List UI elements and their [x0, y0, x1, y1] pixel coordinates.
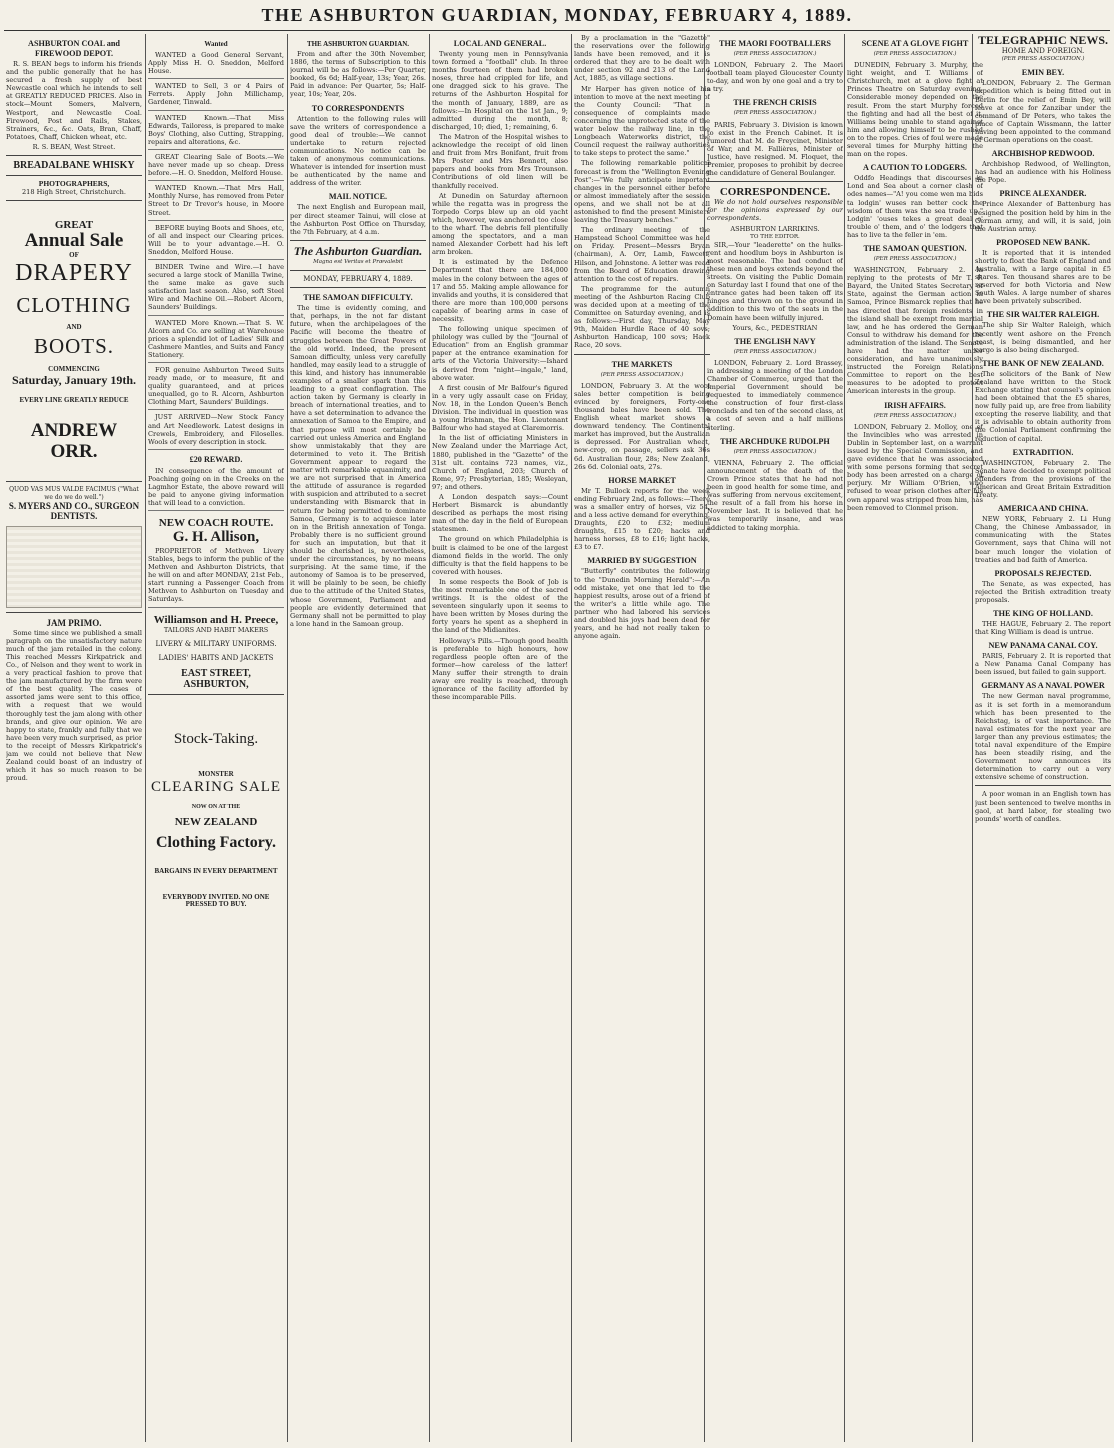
coach-proprietor: G. H. Allison,: [172, 529, 260, 546]
local-item-harper: Mr Harper has given notice of his intention to move at the next meeting of the County Council: "That in consequence of complaints made concerning the unprotected state of the water below the railway line, in the Longbeach Waterworks district, the Council request the railway authorities to take steps to protect the same.": [574, 84, 710, 158]
leader-heading: THE SAMOAN DIFFICULTY.: [303, 293, 413, 303]
stocktaking-factory: Clothing Factory.: [156, 834, 276, 852]
glove-fight-body: DUNEDIN, February 3. Murphy, the light weight, and T. Williams of Christchurch, met at a glove fight at Princes Theatre on Saturday evening. Considerable money depended on the result. From the start Murphy forced the fighting and had all the best of it, Williams being unable to stand against him and allowing himself to be rushed on to the ropes. Cries of foul were made several times for Murphy hitting the man on the ropes.: [847, 61, 983, 159]
telegraphic-assoc: (PER PRESS ASSOCIATION.): [1001, 56, 1085, 63]
local-item-racing: The programme for the autumn meeting of the Ashburton Racing Club was decided upon at a meeting of the Committee on Saturday evening, and is as follows:—First day, Thursday, May 9th, Maiden Hurdle Race of 40 sovs; Ashburton Handicap, 100 sovs; Hack Race, 20 sovs.: [574, 284, 710, 350]
maori-sub: (PER PRESS ASSOCIATION.): [733, 51, 817, 57]
divider: [290, 287, 426, 288]
proposals-body: The Senate, as was expected, has rejected the British extradition treaty proposals.: [975, 579, 1111, 604]
wanted-servant-ad: WANTED a Good General Servant, Apply Miss H. O. Sneddon, Melford House.: [148, 50, 284, 79]
glove-fight-sub: (PER PRESS ASSOCIATION.): [873, 51, 957, 57]
irish-sub: (PER PRESS ASSOCIATION.): [873, 412, 957, 419]
guardian-notice-heading: THE ASHBURTON GUARDIAN.: [306, 40, 410, 48]
column-separator: [287, 34, 288, 1442]
tweed-suits-ad: FOR genuine Ashburton Tweed Suits ready made, or to measure, fit and quality guaranteed, and at prices unequalled, go to R. Alcorn, Ashburton Clothing Mart, Saunders' Buildings.: [148, 365, 284, 410]
wanted-tailoress-ad: WANTED Known.—That Miss Edwards, Tailoress, is prepared to make Boys' Clothing, also Cutting, Strapping, repairs and alterations, &c.: [148, 113, 284, 150]
masthead-rule: [4, 30, 1110, 31]
boots-clearing-ad: BEFORE buying Boots and Shoes, etc, of all and inspect our Clearing prices. Will be to your advantage.—H. O. Sneddon, Melford House.: [148, 223, 284, 260]
samoan-question-body: WASHINGTON, February 2. In replying to the protests of Mr T. F. Bayard, the United States Secretary of State, against the German action in Samoa, Prince Bismarck replies that he has directed that foreign residents in the island shall be exempt from martial law, and he has ordered the German Consul to withdraw his demand for the administration of the island. The Senate have had the matter under consideration, and have unanimously instructed the Foreign Relations Committee to report on the best measures to be adopted to protect American interests in the group.: [847, 266, 983, 396]
lodgers-body: Oddfo Headings that discourses in Lond and Sea about a corner clash of odes names—"A! you come wen ma bids ta lodgin' wuses ran better cock the wisdom of them was the sea trade up." Lodgin' 'ouses tekes a great deal o' trouble o' them, and o' the lodgers that has to live ta the feller in 'em.: [847, 174, 983, 239]
tailors-line-livery: LIVERY & MILITARY UNIFORMS.: [155, 639, 277, 648]
local-item-matron: The Matron of the Hospital wishes to acknowledge the receipt of old linen and fruit from Mrs Bonifant, fruit from Mrs Poster and Mrs Bennett, also papers and books from Mrs Trounson. Contributions of old linen will be thankfully received.: [432, 132, 568, 190]
stocktaking-now-on: NOW ON AT THE: [191, 803, 241, 810]
correspondence-subheading: ASHBURTON LARRIKINS.: [730, 224, 820, 233]
photographers-ad-heading: PHOTOGRAPHERS,: [38, 179, 110, 189]
proposals-heading: PROPOSALS REJECTED.: [994, 568, 1092, 578]
sale-ad-line-drapery: DRAPERY: [15, 260, 133, 287]
married-heading: MARRIED BY SUGGESTION: [587, 556, 697, 566]
boots-sale-ad: GREAT Clearing Sale of Boots.—We have never made up so cheap. Dress before.—H. O. Sneddon, Melford House.: [148, 152, 284, 181]
column-separator: [704, 34, 705, 1442]
navy-body: LONDON, February 2. Lord Brassey, in addressing a meeting of the London Chamber of Commerce, urged that the Imperial Government should be requested to immediately commence the construction of four first-class ironclads and ten of the second class, at a cost of seven and a half millions sterling.: [707, 358, 843, 432]
correspondents-body: Attention to the following rules will save the writers of correspondence a good deal of trouble:—We cannot undertake to return rejected communications. No notice can be taken of anonymous communications. Whatever is intended for insertion must be authenticated by the name and address of the writer.: [290, 114, 426, 188]
column-4: [432, 34, 568, 1442]
archduke-body: VIENNA, February 2. The official announcement of the death of the Crown Prince states that he had not been in good health for some time, and was suffering from nervous excitement, the result of a fall from his horse in November last. It is believed that he was temporarily insane, and was addicted to taking morphia.: [707, 458, 843, 532]
column-separator: [429, 34, 430, 1442]
tailors-line-street: EAST STREET,: [181, 667, 251, 679]
prince-body: Prince Alexander of Battenburg has resigned the position held by him in the German army, and will, it is said, join the Austrian army.: [975, 200, 1111, 233]
stocktaking-everybody: EVERYBODY INVITED. NO ONE PRESSED TO BUY.: [162, 892, 270, 909]
coal-ad-heading: ASHBURTON COAL and FIREWOOD DEPOT.: [28, 39, 120, 58]
germany-naval-heading: GERMANY AS A NAVAL POWER: [981, 681, 1105, 691]
married-body: "Butterfly" contributes the following to the "Dunedin Morning Herald":—An odd mistake, yet one that led to the happiest results, arose out of a friend of the writer's a little while ago. The partner who had labored his services and doubled his joys had been dead for years, and he had not really taken to anyone again.: [574, 567, 710, 641]
dentists-heading: S. MYERS AND CO., SURGEON DENTISTS.: [8, 500, 140, 521]
maori-heading: THE MAORI FOOTBALLERS: [719, 39, 831, 48]
local-item-balfour: A first cousin of Mr Balfour's figured in a very ugly assault case on Friday, Nov. 18, in the London Queen's Bench Division. The individual in question was a young Irishman, the Hon. Lieutenant Balfour who had stayed at Claremorris.: [432, 383, 568, 433]
horse-market-body: Mr T. Bullock reports for the week ending February 2nd, as follows:—There was a smaller entry of horses, viz 54, and a less active demand for everything. Draughts, £20 to £32; medium draughts, £15 to £20; hacks and harness horses, £8 to £16; light hacks, £3 to £7.: [574, 486, 710, 552]
tailors-heading: Williamson and H. Preece,: [153, 613, 279, 626]
coal-ad-signature: R. S. BEAN, West Street.: [32, 142, 116, 151]
divider: [707, 181, 843, 182]
holland-heading: THE KING OF HOLLAND.: [993, 608, 1093, 618]
china-heading: AMERICA AND CHINA.: [997, 504, 1089, 514]
column-separator: [972, 34, 973, 1442]
lodgers-heading: A CAUTION TO LODGERS.: [863, 163, 967, 173]
local-item-holloway: Holloway's Pills.—Though good health is preferable to high honours, how regardless people often are of the former—how careless of the latter! Many suffer their strength to drain away ere reality is reached, through ignorance of the facility afforded by these incomparable Pills.: [432, 636, 568, 702]
column-separator: [571, 34, 572, 1442]
mail-body: The next English and European mail, per direct steamer Tainui, will close at the Ashburton Post Office on Thursday, the 7th February, at 4 a.m.: [290, 203, 426, 236]
column-8: [975, 34, 1111, 1442]
stocktaking-monster: MONSTER: [198, 770, 234, 779]
local-item-defence: It is estimated by the Defence Department that there are 184,000 males in the colony between the ages of 17 and 55. Making ample allowance for invalids and youths, it is considered that there are more than 100,000 persons capable of bearing arms in case of necessity.: [432, 258, 568, 323]
sale-ad-line-clothing: CLOTHING: [16, 293, 132, 318]
local-item-proclamation: By a proclamation in the "Gazette" the reservations over the following lands have been removed, and it is ordered that they are to be dealt with under section 92 and 213 of the Land Act, 1885, as village sections.: [574, 34, 710, 83]
column-1: [6, 34, 142, 1442]
local-general-heading: LOCAL AND GENERAL.: [453, 39, 547, 48]
extradition-heading: EXTRADITION.: [1012, 447, 1074, 457]
correspondence-heading: CORRESPONDENCE.: [719, 186, 831, 199]
samoan-question-heading: THE SAMOAN QUESTION.: [863, 243, 967, 253]
whisky-ad-heading: BREADALBANE WHISKY: [13, 160, 135, 172]
telegraphic-title: TELEGRAPHIC NEWS.: [977, 34, 1109, 47]
coal-ad-body: R. S. BEAN begs to inform his friends and the public generally that he has secured a fresh supply of best Newcastle coal which he intends to sell at GREATLY REDUCED PRICES. Also in stock—Mount Somers, Malvern, Westport, and Newcastle Coal. Firewood, Post and Rails, Stakes, Strainers, &c., &c. Oats, Bran, Chaff, Potatoes, Chaff, Chicken wheat, etc.: [6, 60, 142, 141]
local-item-hampstead: The ordinary meeting of the Hampstead School Committee was held on Friday. Present—Messrs Bryan (chairman), A. Orr, Lamb, Fawcett, Hilson, and Johnstone. A letter was read from the Board of Education drawing attention to the cost of repairs.: [574, 226, 710, 283]
navy-heading: THE ENGLISH NAVY: [734, 336, 816, 346]
telegraphic-subtitle: HOME AND FOREIGN.: [1001, 47, 1085, 56]
horse-market-heading: HORSE MARKET: [608, 475, 676, 485]
subscription-notice: From and after the 30th November, 1886, the terms of Subscription to this journal will be as follows:—Per Quarter, booked, 6s 6d; Half-year, 13s; Year, 26s. Paid in advance: Per Quarter, 5s; Half-year, 10s; Year, 20s.: [290, 50, 426, 99]
samoan-question-sub: (PER PRESS ASSOCIATION.): [873, 255, 957, 262]
local-item-job: In some respects the Book of Job is the most remarkable one of the sacred writings. It is the oldest of the seventeen singularly upon it seems to have been written by Moses during the forty years he spent as a shepherd in the land of the Midianites.: [432, 577, 568, 635]
sale-ad-line-great: GREAT: [54, 219, 94, 232]
divider: [6, 200, 142, 201]
sale-ad-line-annual: Annual Sale: [24, 230, 124, 252]
markets-heading: THE MARKETS: [611, 359, 673, 369]
reward-heading: £20 REWARD.: [189, 454, 243, 464]
stocktaking-bargains: BARGAINS IN EVERY DEPARTMENT: [154, 866, 278, 875]
reward-body: IN consequence of the amount of Poaching going on in the Creeks on the Lagmhor Estate, the above reward will be paid to anyone giving information that will lead to a conviction.: [148, 466, 284, 511]
binder-twine-ad: BINDER Twine and Wire.—I have secured a large stock of Manilla Twine, the same make as gave such satisfaction last season. Also, soft Steel Wire and Machine Oil.—Robert Alcorn, Saunders' Buildings.: [148, 262, 284, 316]
masthead-title: THE ASHBURTON GUARDIAN, MONDAY, FEBRUARY 4, 1889.: [261, 5, 853, 25]
emin-body: LONDON, February 2. The German expedition which is being fitted out in Berlin for the relief of Emin Bey, will leave at once for Zanzibar under the command of Dr Peters, who takes the place of Captain Wissmann, the latter having been appointed to the command of German operations on the coast.: [975, 79, 1111, 145]
correspondence-to: TO THE EDITOR.: [750, 233, 800, 240]
new-bank-body: It is reported that it is intended shortly to float the Bank of England and Australia, with a large capital in £5 shares. Ten thousand shares are to be reserved for both Victoria and New South Wales. A large number of shares have been privately subscribed.: [975, 248, 1111, 306]
needlework-ad: JUST ARRIVED—New Stock Fancy and Art Needlework. Latest designs in Crewels, Embroidery, and Filoselles. Wools of every description in stock.: [148, 412, 284, 449]
french-heading: THE FRENCH CRISIS: [733, 98, 817, 108]
dentists-motto: QUOD VAS MUS VALDE FACIMUS ("What we do we do well."): [9, 485, 139, 501]
navy-sub: (PER PRESS ASSOCIATION.): [733, 348, 817, 355]
leader-body: The time is evidently coming, and that, perhaps, in the not far distant future, when the archipelagoes of the Pacific will become the theatre of struggles between the Great Powers of the old world. Indeed, the present Samoan difficulty, unless very carefully handled, may easily lead to a struggle of this kind, and history has innumerable examples of a smaller spark than this leading to a great conflagration. The action taken by Germany is clearly in breach of international treaties, and to have a set determination to advance the annexation of Samoa to the Empire, and that purpose will most certainly be carried out unless America and England show unmistakably that they are determined to veto it. The British Government appear to regard the matter with remarkable equanimity, and we are not surprised that in America the attitude of assurance is regarded with suspicion and attributed to a secret understanding with Bismarck that in return for being permitted to dominate Samoa, Germany is to acquiesce later on in the British annexation of Tonga. Probably there is no sufficient ground for such an imputation, but that it should be cherished is, nevertheless, under the circumstances, by no means surprising. At the same time, if the autonomy of Samoa is to be preserved, it will be plainly to be seen, be chiefly due to the attitude of the United States, whose Government, Parliament and people are evidently determined that Germany shall not be permitted to play a lone hand in the Samoan group.: [290, 304, 426, 628]
local-item-bismarck: A London despatch says:—Count Herbert Bismarck is abundantly described as perhaps the most rising man of the day in the field of European statesmen.: [432, 492, 568, 534]
editorial-motto: Magna est Veritas et Prævalebit: [313, 258, 403, 265]
sale-ad-line-and: AND: [66, 322, 82, 331]
local-item-forecast: The following remarkable political forecast is from the "Wellington Evening Post":—"We fully anticipate important changes in the personnel either before or almost immediately after the session opens, and we shall not be at all astonished to find the present Ministers leaving the Treasury benches.": [574, 159, 710, 225]
jam-body: Some time since we published a small paragraph on the unsatisfactory nature much of the jam retailed in the colony. This reached Messrs Kirkpatrick and Co., of Nelson and they went to work in a very practical fashion to prove that the jam manufactured by the firm were of the best quality. The cases of assorted jams were sent to this office, with a request that we would thoroughly test the jam along with other brands, and give our opinion. We are happy to state, frankly and fully that we have been very much surprised, as prior to the receipt of Messrs Kirkpatrick's jam we could not believe that New Zealand could boast of an industry of which it has so much reason to be proud.: [6, 628, 142, 783]
divider: [975, 785, 1111, 786]
sale-ad-line-boots: BOOTS.: [33, 334, 115, 359]
divider: [574, 354, 710, 355]
sale-ad-line-commencing: COMMENCING: [48, 365, 100, 374]
correspondents-heading: TO CORRESPONDENTS: [311, 103, 405, 113]
column-3: [290, 34, 426, 1442]
divider: [290, 270, 426, 271]
panama-heading: NEW PANAMA CANAL COY.: [988, 641, 1098, 651]
french-body: PARIS, February 3. Division is known to exist in the French Cabinet. It is rumored that M. de Freycinet, Minister of War, and M. Fallières, Minister of Justice, have resigned. M. Floquet, the Premier, proposes to prohibit by decree the candidature of General Boulanger.: [707, 120, 843, 178]
extradition-body: WASHINGTON, February 2. The Senate have decided to exempt political offenders from the provisions of the American and Great Britain Extradition Treaty.: [975, 458, 1111, 500]
dentures-illustration: [6, 526, 142, 608]
correspondence-signature: Yours, &c., PEDESTRIAN: [732, 323, 818, 332]
sale-ad-line-date: Saturday, January 19th.: [11, 373, 137, 387]
sale-ad-line-orr: ANDREW ORR.: [30, 419, 118, 462]
raleigh-body: The ship Sir Walter Raleigh, which recently went ashore on the French coast, is being dismantled, and her cargo is also being discharged.: [975, 321, 1111, 354]
irish-heading: IRISH AFFAIRS.: [884, 400, 946, 410]
divider: [6, 175, 142, 176]
archduke-sub: (PER PRESS ASSOCIATION.): [733, 448, 817, 455]
correspondence-note: We do not hold ourselves responsible for the opinions expressed by our correspondents.: [707, 198, 843, 223]
column-7: [847, 34, 983, 1442]
coach-heading: NEW COACH ROUTE.: [158, 517, 274, 530]
editorial-title: The Ashburton Guardian.: [293, 243, 423, 258]
correspondence-body: SIR,—Your "leaderette" on the hulks-rent and hoodlum boys in Ashburton is most reasonable. The bad conduct of these men and boys extends beyond the streets. On visiting the Public Domain on Saturday last I found that one of the entrance gates had been taken off its hinges and thrown on to the ground in addition to this two of the seats in the Domain have been wilfully injured.: [707, 240, 843, 322]
stocktaking-heading: Stock-Taking.: [173, 730, 259, 747]
column-5: [574, 34, 710, 1442]
glove-fight-heading: SCENE AT A GLOVE FIGHT: [861, 39, 969, 48]
editorial-date: MONDAY, FEBRUARY 4, 1889.: [303, 275, 413, 284]
markets-sub: (PER PRESS ASSOCIATION.): [600, 371, 684, 378]
local-item-philology: The following unique specimen of philology was culled by the "Journal of Education" from an English grammar paper at the entrance examination for arts of the Victoria University:—Ishard is derived from "night—ingale," land, above water.: [432, 325, 568, 382]
irish-body: LONDON, February 2. Molloy, one of the Invincibles who was arrested in Dublin in September last, on a warrant issued by the Special Commission, and gave evidence that he was associated with some persons forming that secret body has been arrested on a charge of perjury. Mr William O'Brien, who refused to wear prison clothes after his own apparel was stripped from him, has been removed to Clonmel prison.: [847, 422, 983, 512]
stocktaking-new-zealand: NEW ZEALAND: [174, 816, 258, 829]
redwood-heading: ARCHBISHOP REDWOOD.: [991, 149, 1095, 159]
emin-heading: EMIN BEY.: [1021, 68, 1065, 78]
coach-body: PROPRIETOR of Methven Livery Stables, begs to inform the public of the Methven and Ashburton Districts, that he will on and after MONDAY, 21st Feb., start running a Passenger Coach from Methven to Ashburton on Tuesday and Saturdays.: [148, 546, 284, 608]
holland-body: THE HAGUE, February 2. The report that King William is dead is untrue.: [975, 619, 1111, 637]
tailors-line-town: ASHBURTON,: [183, 678, 249, 690]
local-item-dunedin: At Dunedin on Saturday afternoon while the regatta was in progress the Torpedo Corps blew up an old yacht which, however, was anchored too close to the wharf. The debris fell plentifully among the spectators, and a man named Alexander Corbett had his left arm broken.: [432, 191, 568, 257]
french-sub: (PER PRESS ASSOCIATION.): [733, 110, 817, 117]
jam-heading: JAM PRIMO.: [46, 617, 102, 628]
tailors-line-ladies: LADIES' HABITS AND JACKETS: [158, 653, 274, 662]
sale-ad-line-reduce: EVERY LINE GREATLY REDUCE: [19, 396, 129, 405]
local-item-ministers: In the list of officiating Ministers in New Zealand under the Marriage Act, 1880, published in the "Gazette" of the 31st ult. contains 723 names, viz., Church of England, 203; Church of Rome, 97; Presbyterian, 185; Wesleyan, 97; and others.: [432, 434, 568, 491]
mantles-ad: WANTED More Known.—That S. W. Alcorn and Co. are selling at Warehouse prices a splendid lot of Ladies' Silk and Cashmere Mantles, and Suits and Fancy Stationery.: [148, 318, 284, 363]
column-separator: [844, 34, 845, 1442]
stocktaking-clearing: CLEARING SALE: [150, 779, 282, 796]
bnz-heading: THE BANK OF NEW ZEALAND.: [982, 358, 1104, 368]
maori-body: LONDON, February 2. The Maori football team played Gloucester County to-day, and won by one goal and a try to a try.: [707, 61, 843, 94]
tailors-sub: TAILORS AND HABIT MAKERS: [163, 625, 269, 634]
wanted-heading: Wanted: [204, 40, 228, 48]
column-2: [148, 34, 284, 1442]
nurse-ad: WANTED Known.—That Mrs Hall, Monthly Nurse, has removed from Peter Street to Dr Trevor's house, in Moore Street.: [148, 183, 284, 220]
archduke-heading: THE ARCHDUKE RUDOLPH: [720, 436, 830, 446]
mail-heading: MAIL NOTICE.: [328, 192, 388, 202]
divider: [290, 240, 426, 241]
photographers-ad-address: 218 High Street, Christchurch.: [21, 188, 127, 197]
candles-item: A poor woman in an English town has just been sentenced to twelve months in gaol, at hard labor, for stealing two pounds' worth of candles.: [975, 790, 1111, 823]
sale-ad-line-of: OF: [69, 251, 79, 260]
local-item-football: Twenty young men in Pennsylvania town formed a "football" club. In three months fourteen of them had broken noses, three had crippled for life, and one dragged sick to his grave. The returns of the Ashburton Hospital for the month of January, 1889, are as follows:—In Hospital on the 1st Jan., 9; admitted during the month, 8; discharged, 10; died, 1; remaining, 6.: [432, 50, 568, 131]
column-separator: [145, 34, 146, 1442]
divider: [6, 481, 142, 482]
local-item-philadelphia: The ground on which Philadelphia is built is claimed to be one of the largest diamond fields in the world. The only difficulty is that the field happens to be covered with houses.: [432, 535, 568, 576]
markets-body: LONDON, February 3. At the wool sales better competition is being evinced by foreigners, Forty-one thousand bales have been sold. The English wheat market shows a downward tendency. The Continental market has improved, but the Australian is depressed. For Australian wheat, new-crop, on passage, sellers ask 36s 6d. Australian flour, 28s; New Zealand, 26s 6d. Colonial oats, 27s.: [574, 381, 710, 471]
divider: [6, 612, 142, 613]
bnz-body: The solicitors of the Bank of New Zealand have written to the Stock Exchange stating that counsel's opinion had been obtained that the £5 shares, now fully paid up, are free from liability excepting the reserve liability, and that it is advisable to obtain authority from the Colonial Parliament confirming the reduction of capital.: [975, 369, 1111, 443]
divider: [6, 155, 142, 156]
column-6: [707, 34, 843, 1442]
panama-body: PARIS, February 2. It is reported that a New Panama Canal Company has been issued, but failed to gain support.: [975, 652, 1111, 677]
new-bank-heading: PROPOSED NEW BANK.: [996, 237, 1090, 247]
wanted-ferrets-ad: WANTED to Sell, 3 or 4 Pairs of Ferrets. Apply John Millichamp, Gardener, Tinwald.: [148, 81, 284, 110]
raleigh-heading: THE SIR WALTER RALEIGH.: [986, 310, 1100, 320]
divider: [148, 694, 284, 695]
germany-naval-body: The new German naval programme, as it is set forth in a memorandum which has been presented to the Reichstag, is of vast importance. The naval estimates for the next year are larger than any previous estimates; the total naval expenditure of the Empire has been steadily rising, and the Government now announces its determination to carry out a very extensive scheme of construction.: [975, 692, 1111, 782]
redwood-body: Archbishop Redwood, of Wellington, has had an audience with his Holiness the Pope.: [975, 160, 1111, 185]
prince-heading: PRINCE ALEXANDER.: [999, 189, 1087, 199]
china-body: NEW YORK, February 2. Li Hung Chang, the Chinese Ambassador, in communicating with the States Government, says that China will not bear much longer the violation of treaties and bad faith of America.: [975, 515, 1111, 564]
